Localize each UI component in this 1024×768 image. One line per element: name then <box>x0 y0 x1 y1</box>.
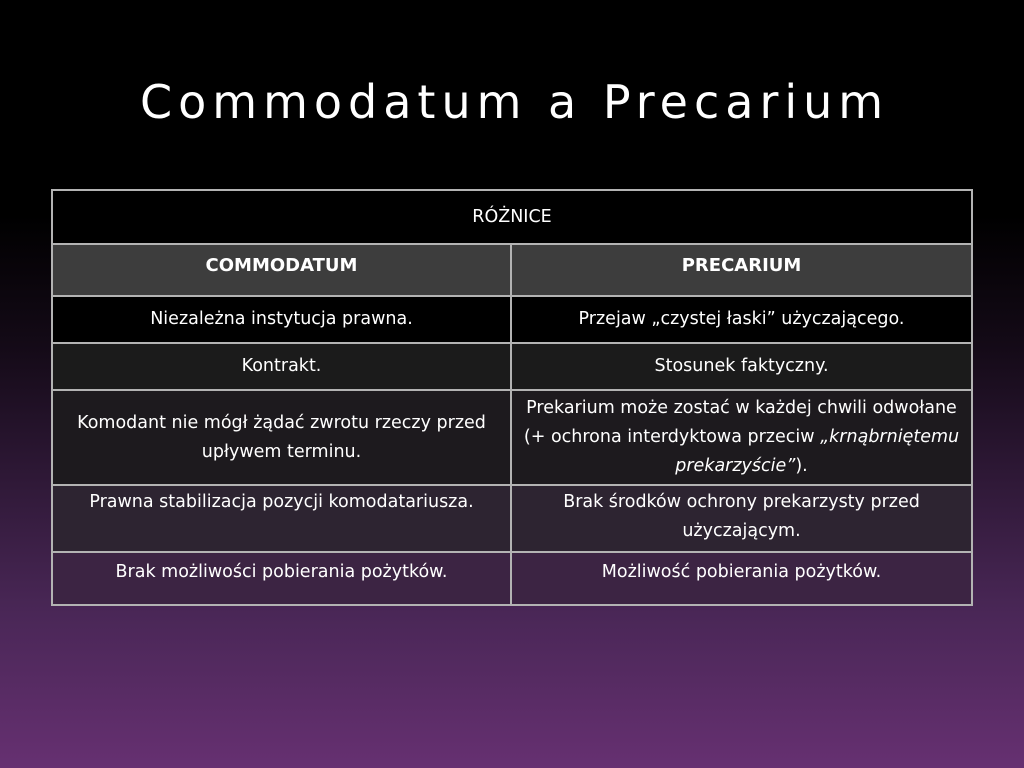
commodatum-cell: Niezależna instytucja prawna. <box>52 296 511 343</box>
table-row <box>52 552 972 605</box>
table-header-row <box>52 244 972 296</box>
table-row <box>52 390 972 485</box>
precarium-cell-text-end: ). <box>795 456 808 476</box>
slide-title: Commodatum a Precarium <box>140 75 890 129</box>
column-header-precarium: PRECARIUM <box>511 244 972 296</box>
table-row <box>52 296 972 343</box>
table-banner: RÓŻNICE <box>52 190 972 244</box>
precarium-cell-italic-quote: „krnąbrniętemu prekarzyście” <box>675 427 960 476</box>
precarium-cell: Stosunek faktyczny. <box>511 343 972 390</box>
table-row <box>52 343 972 390</box>
precarium-cell: Możliwość pobierania pożytków. <box>511 552 972 605</box>
commodatum-cell: Kontrakt. <box>52 343 511 390</box>
commodatum-cell: Brak możliwości pobierania pożytków. <box>52 552 511 605</box>
commodatum-cell: Komodant nie mógł żądać zwrotu rzeczy przed upływem terminu. <box>52 390 511 485</box>
table-row <box>52 485 972 552</box>
table-banner-row <box>52 190 972 244</box>
precarium-cell: Brak środków ochrony prekarzysty przed użyczającym. <box>511 485 972 552</box>
differences-table <box>51 189 973 606</box>
column-header-commodatum: COMMODATUM <box>52 244 511 296</box>
commodatum-cell: Prawna stabilizacja pozycji komodatariusza. <box>52 485 511 552</box>
precarium-cell <box>511 390 972 485</box>
precarium-cell: Przejaw „czystej łaski” użyczającego. <box>511 296 972 343</box>
differences-table-container <box>51 189 971 606</box>
precarium-cell-text: Prekarium może zostać w każdej chwili odwołane (+ ochrona interdyktowa przeciw <box>523 398 957 447</box>
